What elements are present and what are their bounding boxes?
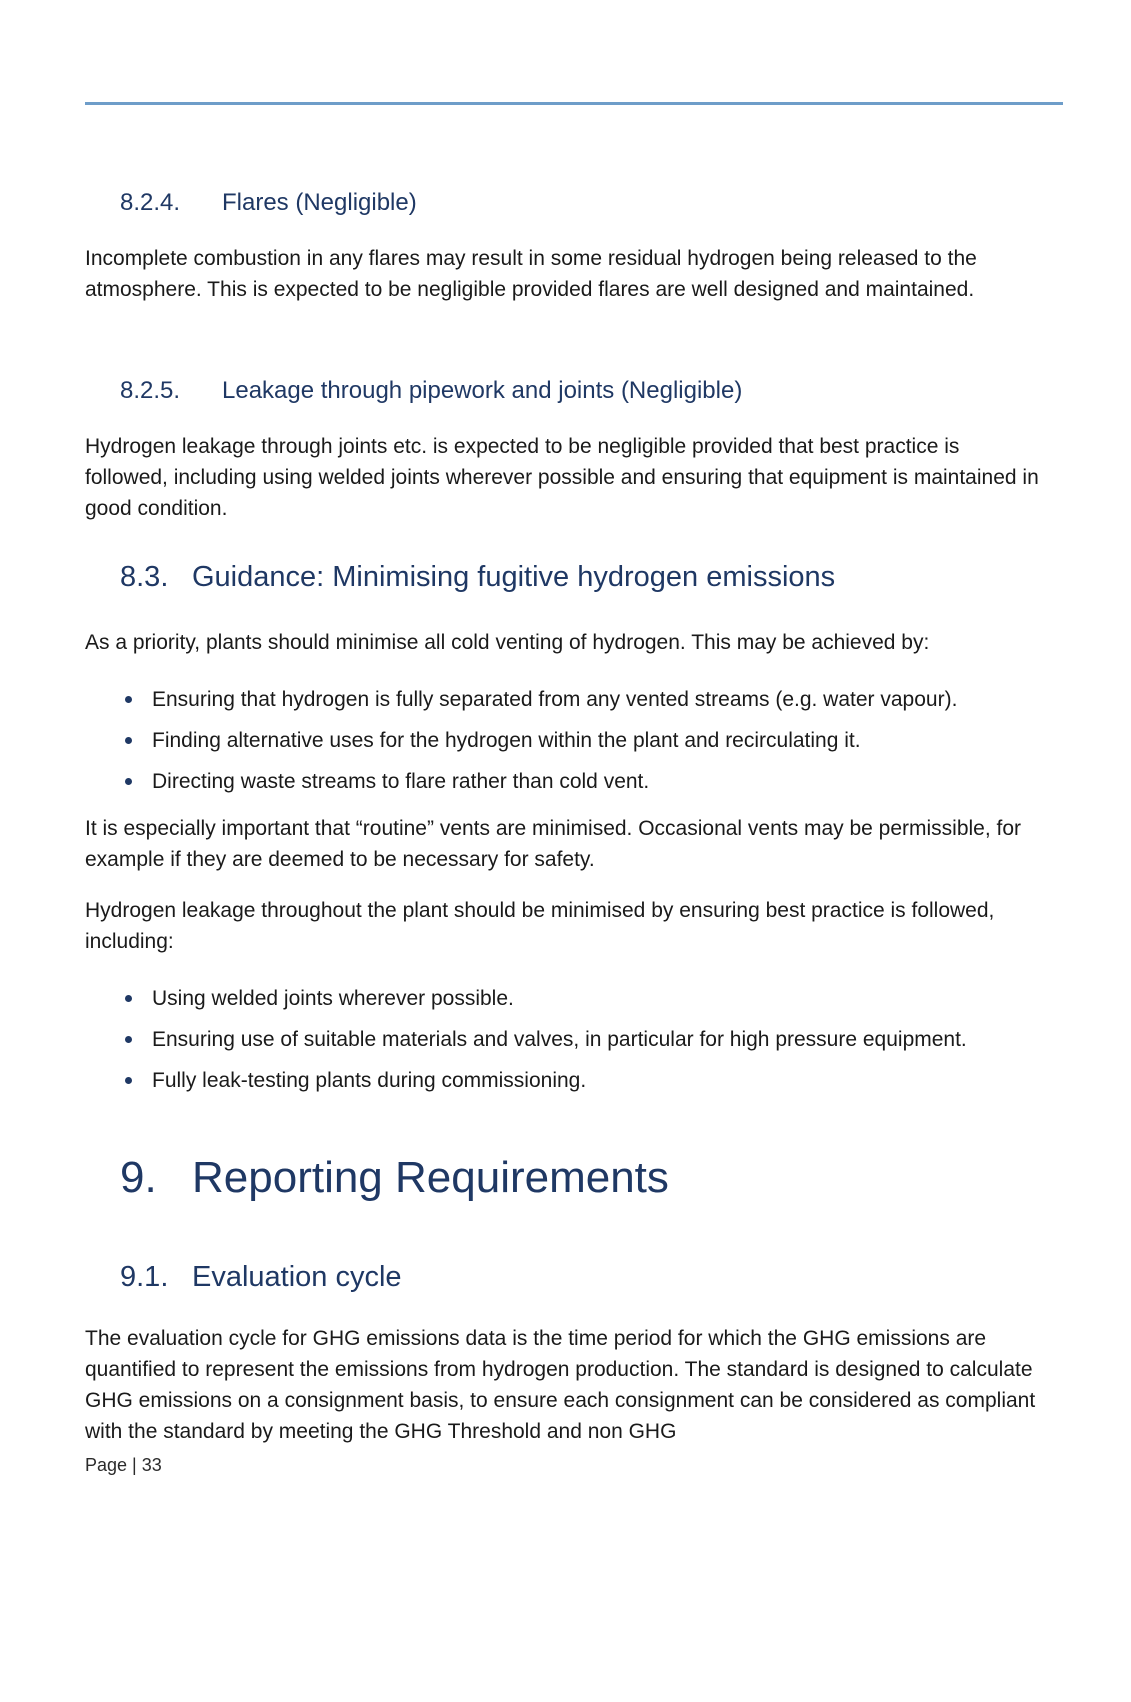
list-item-text: Using welded joints wherever possible. [152, 987, 514, 1010]
heading-9-1 [120, 1257, 1046, 1297]
list-item [85, 1024, 1046, 1055]
heading-8-2-4 [120, 186, 1046, 219]
heading-8-3 [120, 557, 1046, 597]
bullet-list-best-practice [85, 983, 1046, 1096]
paragraph-evaluation-cycle: The evaluation cycle for GHG emissions data is the time period for which the GHG emissions are quantified to represent the emissions from hydrogen production. The standard is designed to calculate GHG emissions on a consignment basis, to ensure each consignment can be considered as compliant with the standard by meeting the GHG Threshold and non GHG [85, 1327, 1036, 1443]
heading-title: Reporting Requirements [192, 1153, 669, 1202]
page-number: Page | 33 [85, 1455, 162, 1475]
paragraph-flares: Incomplete combustion in any flares may result in some residual hydrogen being released to the atmosphere. This is expected to be negligible provided flares are well designed and maintained. [85, 247, 977, 301]
bullet-list-venting [85, 684, 1046, 797]
heading-title: Flares (Negligible) [222, 189, 417, 216]
bullet-icon [125, 1077, 132, 1084]
list-item-text: Ensuring use of suitable materials and valves, in particular for high pressure equipment. [152, 1028, 967, 1051]
paragraph-plant-leakage: Hydrogen leakage throughout the plant should be minimised by ensuring best practice is followed, including: [85, 899, 995, 953]
heading-title: Guidance: Minimising fugitive hydrogen emissions [192, 561, 836, 593]
heading-9 [120, 1149, 1046, 1207]
list-item [85, 1065, 1046, 1096]
list-item-text: Fully leak-testing plants during commissioning. [152, 1069, 587, 1092]
list-item [85, 766, 1046, 797]
bullet-icon [125, 1036, 132, 1043]
list-item-text: Directing waste streams to flare rather than cold vent. [152, 770, 650, 793]
paragraph-guidance-intro: As a priority, plants should minimise all cold venting of hydrogen. This may be achieved by: [85, 631, 930, 654]
bullet-icon [125, 737, 132, 744]
bullet-icon [125, 778, 132, 785]
bullet-icon [125, 696, 132, 703]
document-page [0, 102, 1131, 1702]
header-rule [85, 102, 1063, 105]
heading-title: Leakage through pipework and joints (Negligible) [222, 377, 743, 404]
list-item-text: Ensuring that hydrogen is fully separated from any vented streams (e.g. water vapour). [152, 688, 958, 711]
paragraph-leakage-joints: Hydrogen leakage through joints etc. is expected to be negligible provided that best practice is followed, including using welded joints wherever possible and ensuring that equipment is maintained in good condition. [85, 435, 1039, 520]
heading-number: 8.3. [120, 561, 169, 593]
heading-number: 9.1. [120, 1261, 169, 1293]
heading-number: 9. [120, 1153, 157, 1202]
heading-number: 8.2.4. [120, 189, 181, 216]
list-item [85, 725, 1046, 756]
heading-number: 8.2.5. [120, 377, 181, 404]
list-item [85, 983, 1046, 1014]
heading-8-2-5 [120, 374, 1046, 407]
bullet-icon [125, 995, 132, 1002]
list-item-text: Finding alternative uses for the hydrogen within the plant and recirculating it. [152, 729, 861, 752]
heading-title: Evaluation cycle [192, 1261, 402, 1293]
paragraph-routine-vents: It is especially important that “routine” vents are minimised. Occasional vents may be permissible, for example if they are deemed to be necessary for safety. [85, 817, 1022, 871]
list-item [85, 684, 1046, 715]
